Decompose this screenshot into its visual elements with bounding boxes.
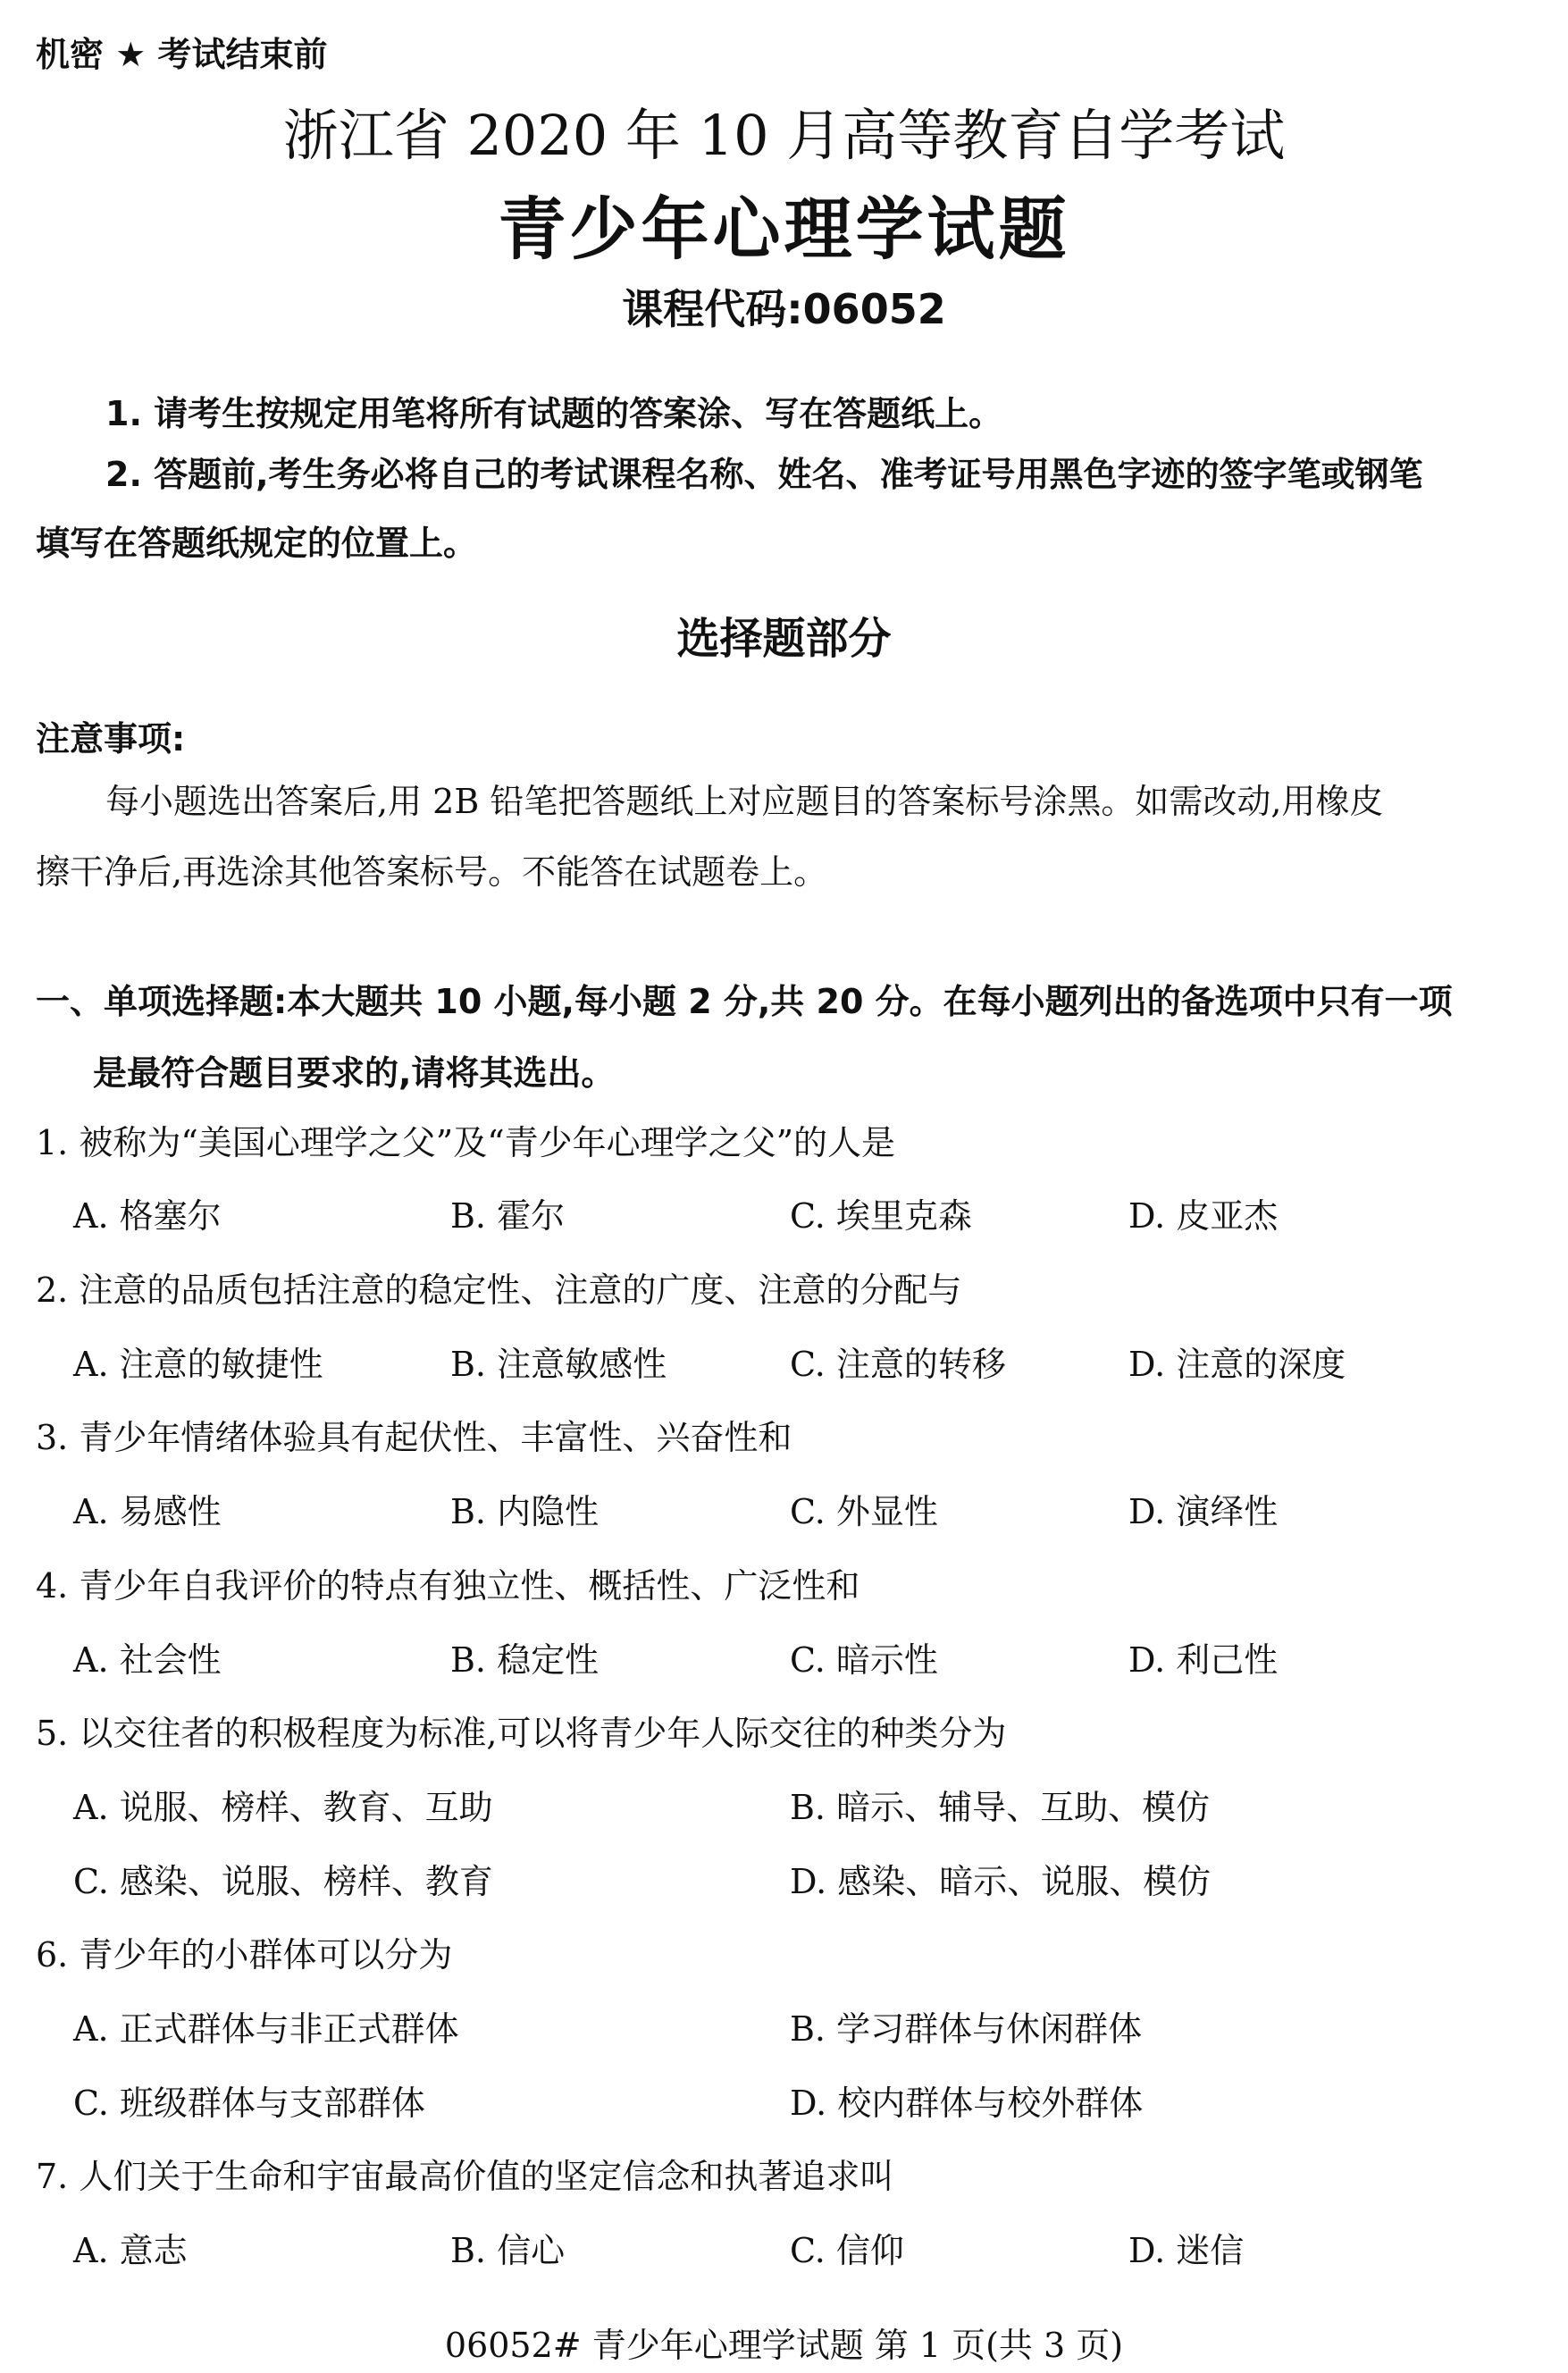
part1-heading-line1: 一、单项选择题:本大题共 10 小题,每小题 2 分,共 20 分。在每小题列出的备选项中只有一项 <box>36 982 1453 1021</box>
option-c: C. 信仰 <box>790 2231 904 2270</box>
option-b: B. 霍尔 <box>450 1196 566 1236</box>
notice-line-1: 每小题选出答案后,用 2B 铅笔把答题纸上对应题目的答案标号涂黑。如需改动,用橡皮 <box>105 782 1384 821</box>
option-d: D. 校内群体与校外群体 <box>790 2084 1144 2123</box>
option-a: A. 注意的敏捷性 <box>73 1345 323 1384</box>
option-c: C. 埃里克森 <box>790 1196 972 1236</box>
option-d: D. 演绎性 <box>1128 1492 1279 1531</box>
option-a: A. 易感性 <box>73 1492 222 1531</box>
option-a: A. 社会性 <box>73 1640 222 1680</box>
option-c: C. 感染、说服、榜样、教育 <box>73 1862 493 1901</box>
instruction-1: 1. 请考生按规定用笔将所有试题的答案涂、写在答题纸上。 <box>105 394 1003 433</box>
option-b: B. 学习群体与休闲群体 <box>790 2009 1143 2049</box>
option-d: D. 利己性 <box>1128 1640 1279 1680</box>
option-b: B. 内隐性 <box>450 1492 600 1531</box>
question-stem: 4. 青少年自我评价的特点有独立性、概括性、广泛性和 <box>36 1566 860 1606</box>
option-d: D. 注意的深度 <box>1128 1345 1346 1384</box>
page-footer: 06052# 青少年心理学试题 第 1 页(共 3 页) <box>444 2326 1124 2365</box>
option-d: D. 迷信 <box>1128 2231 1245 2270</box>
question-stem: 7. 人们关于生命和宇宙最高价值的坚定信念和执著追求叫 <box>36 2157 894 2196</box>
question-stem: 1. 被称为“美国心理学之父”及“青少年心理学之父”的人是 <box>36 1123 896 1162</box>
question-stem: 6. 青少年的小群体可以分为 <box>36 1935 453 1975</box>
option-b: B. 注意敏感性 <box>450 1345 667 1384</box>
option-c: C. 注意的转移 <box>790 1345 1006 1384</box>
option-a: A. 说服、榜样、教育、互助 <box>73 1788 493 1827</box>
confidential-label: 机密 ★ 考试结束前 <box>36 35 328 74</box>
option-a: A. 正式群体与非正式群体 <box>73 2009 459 2049</box>
option-d: D. 皮亚杰 <box>1128 1196 1279 1236</box>
option-c: C. 暗示性 <box>790 1640 938 1680</box>
option-c: C. 班级群体与支部群体 <box>73 2084 425 2123</box>
question-stem: 5. 以交往者的积极程度为标准,可以将青少年人际交往的种类分为 <box>36 1714 1007 1753</box>
option-d: D. 感染、暗示、说服、模仿 <box>790 1862 1212 1901</box>
exam-title: 浙江省 2020 年 10 月高等教育自学考试 <box>282 103 1286 168</box>
option-b: B. 暗示、辅导、互助、模仿 <box>790 1788 1211 1827</box>
option-a: A. 格塞尔 <box>73 1196 222 1236</box>
instruction-2-line2: 填写在答题纸规定的位置上。 <box>36 524 478 563</box>
option-a: A. 意志 <box>73 2231 188 2270</box>
option-c: C. 外显性 <box>790 1492 938 1531</box>
subject-title: 青少年心理学试题 <box>498 189 1070 269</box>
course-code: 课程代码:06052 <box>622 285 946 333</box>
question-stem: 3. 青少年情绪体验具有起伏性、丰富性、兴奋性和 <box>36 1418 792 1457</box>
option-b: B. 信心 <box>450 2231 566 2270</box>
option-b: B. 稳定性 <box>450 1640 600 1680</box>
part1-heading-line2: 是最符合题目要求的,请将其选出。 <box>93 1053 616 1093</box>
notice-line-2: 擦干净后,再选涂其他答案标号。不能答在试题卷上。 <box>36 852 828 892</box>
question-stem: 2. 注意的品质包括注意的稳定性、注意的广度、注意的分配与 <box>36 1270 962 1310</box>
section-heading: 选择题部分 <box>676 614 892 664</box>
instruction-2-line1: 2. 答题前,考生务必将自己的考试课程名称、姓名、准考证号用黑色字迹的签字笔或钢笔 <box>105 455 1423 494</box>
notice-label: 注意事项: <box>36 719 186 759</box>
